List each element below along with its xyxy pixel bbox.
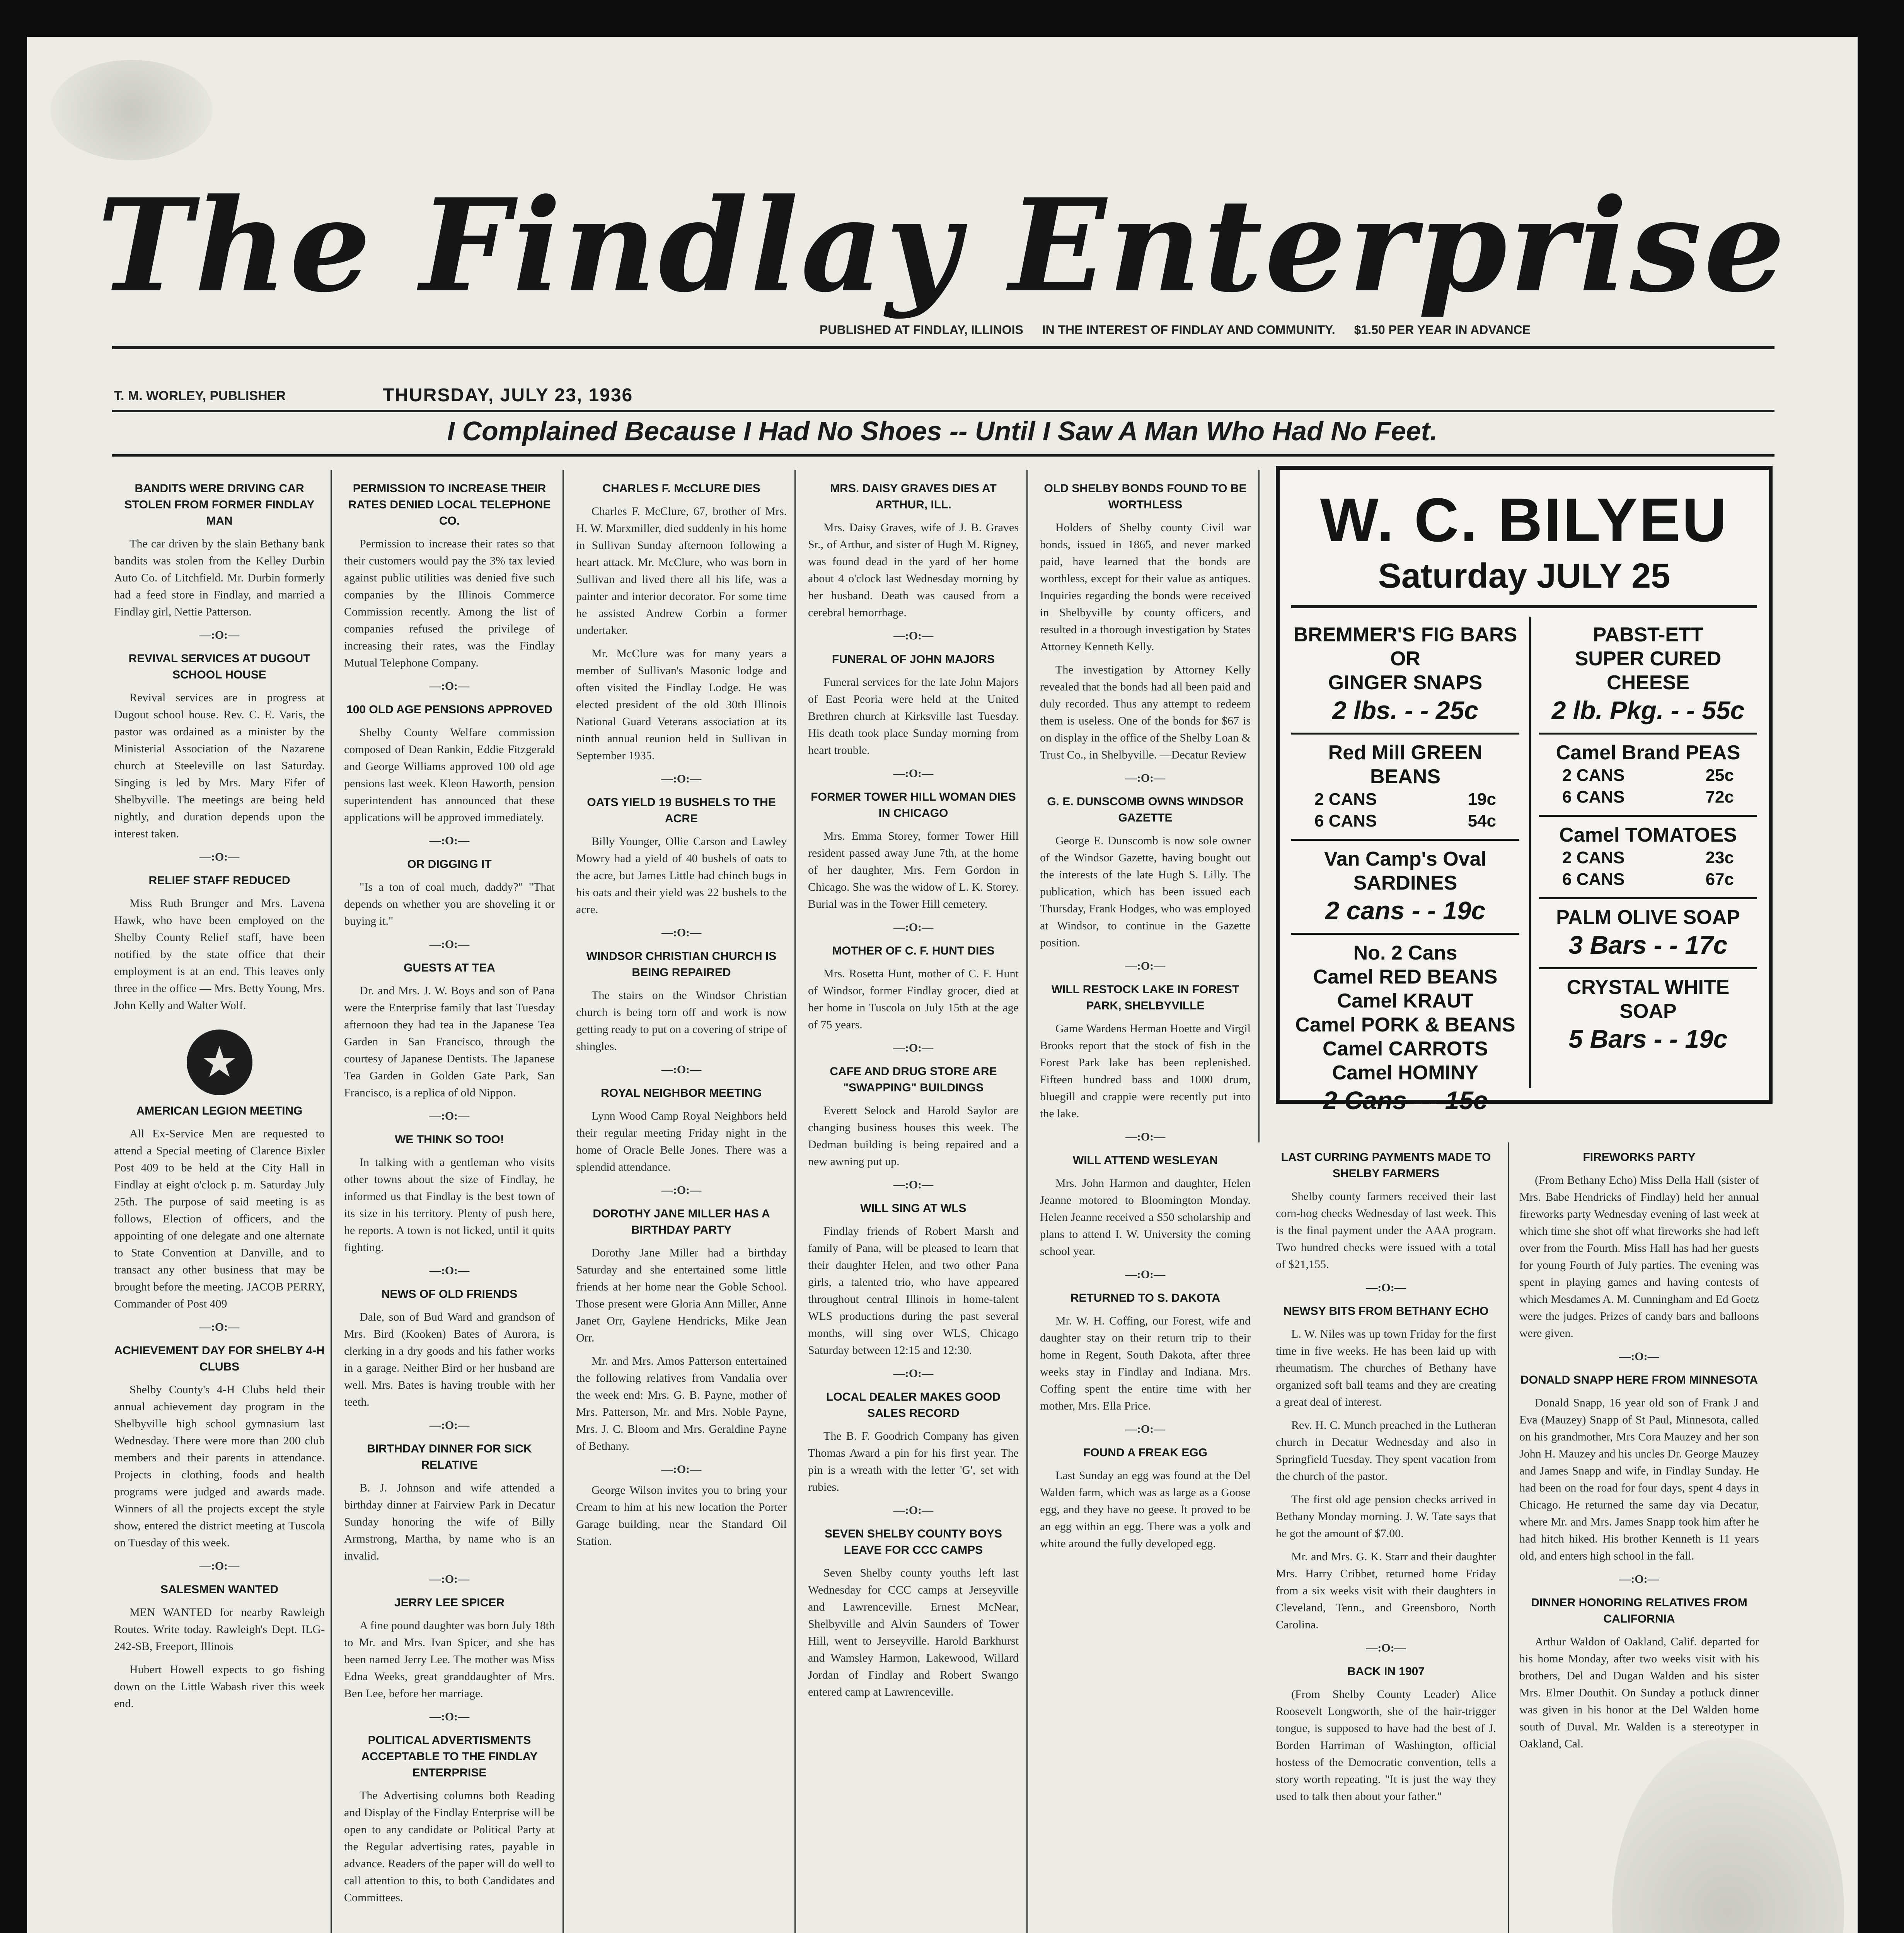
article-title: OATS YIELD 19 BUSHELS TO THE ACRE bbox=[587, 796, 776, 825]
divider: —:O:— bbox=[199, 851, 240, 863]
product-price: 2 cans - - 19c bbox=[1325, 896, 1486, 925]
article bbox=[1040, 1152, 1251, 1260]
ad-product bbox=[1539, 617, 1757, 735]
article-body: The stairs on the Windsor Christian church is being torn off and work is now getting ready to put on a covering of stripe of shingles. bbox=[576, 989, 787, 1053]
article bbox=[1040, 1445, 1251, 1552]
publisher: T. M. WORLEY, PUBLISHER bbox=[114, 389, 286, 403]
article-title: ROYAL NEIGHBOR MEETING bbox=[601, 1087, 762, 1099]
divider: —:O:— bbox=[1125, 772, 1166, 784]
article bbox=[114, 481, 325, 620]
column-separator bbox=[794, 470, 796, 1933]
article-title: REVIVAL SERVICES AT DUGOUT SCHOOL HOUSE bbox=[128, 652, 310, 681]
product-price: 2 lbs. - - 25c bbox=[1332, 696, 1478, 724]
sale-date: Saturday JULY 25 bbox=[1378, 557, 1670, 595]
quantity: 2 CANS bbox=[1562, 848, 1625, 867]
article-body: Mrs. Daisy Graves, wife of J. B. Graves Sr., of Arthur, and sister of Hugh M. Rigney, was found dead in the yard of her home about 4 o'clock last Wednesday morning by her husband. Death was caused from a cerebral hemorrhage. bbox=[808, 521, 1019, 619]
article-title: WE THINK SO TOO! bbox=[395, 1133, 504, 1146]
article bbox=[1276, 1149, 1496, 1273]
ad-rule bbox=[1291, 605, 1757, 608]
product-name: Camel TOMATOES bbox=[1559, 824, 1737, 846]
article-body: In talking with a gentleman who visits other towns about the size of Findlay, he informed us that Findlay is the best town of its size in his territory. Plenty of push here, he reports. A town is not licked, until it quits fighting. bbox=[344, 1156, 555, 1254]
ad-product bbox=[1539, 899, 1757, 969]
article-body: Mrs. John Harmon and daughter, Helen Jeanne motored to Bloomington Monday. Helen Jeanne received a $50 scholarship and plans to attend I. W. University the coming school year. bbox=[1040, 1177, 1251, 1258]
article-body: Last Sunday an egg was found at the Del Walden farm, which was as large as a Goose egg, and they have no geese. It proved to be an egg within an egg. There was a yolk and white around the fully developed egg. bbox=[1040, 1469, 1251, 1550]
article-body: (From Shelby County Leader) Alice Roosevelt Longworth, she of the hair-trigger tongue, is supposed to have had the best of J. Borden Harriman of Washington, official hostess of the Democratic convention, tells a story worth repeating. "It is just the way they used to talk then about your father." bbox=[1276, 1688, 1496, 1803]
product-name: BREMMER'S FIG BARS bbox=[1293, 624, 1517, 646]
article-body: Mr. W. H. Coffing, our Forest, wife and daughter stay on their return trip to their home in Regent, South Dakota, after three weeks stay in Findlay and Indiana. Mrs. Coffing spent the entire time with her mother, Mrs. Ella Price. bbox=[1040, 1314, 1251, 1412]
article-body: Findlay friends of Robert Marsh and family of Pana, will be pleased to learn that their daughter Helen, and two other Pana girls, a talented trio, who have appeared throughout central Illinois in home-talent WLS productions during the past several months, will sing over WLS, Chicago Saturday between 12:15 and 12:30. bbox=[808, 1225, 1019, 1357]
article bbox=[114, 1661, 325, 1712]
article-body: Mrs. Rosetta Hunt, mother of C. F. Hunt of Windsor, former Findlay grocer, died at her home in Tuscola on July 15th at the age of 75 years. bbox=[808, 967, 1019, 1031]
date-rule bbox=[112, 410, 1774, 412]
article-body: Dale, son of Bud Ward and grandson of Mrs. Bird (Kooken) Bates of Aurora, is clerking in a dry goods and his father works in a garage. Neither Bird or her husband are well. Mrs. Bates is having trouble with her teeth. bbox=[344, 1311, 555, 1408]
slogan: I Complained Because I Had No Shoes -- Until I Saw A Man Who Had No Feet. bbox=[447, 416, 1438, 446]
article bbox=[576, 1085, 787, 1176]
column-separator bbox=[1258, 470, 1260, 1142]
divider: —:O:— bbox=[893, 1504, 934, 1517]
ad-product bbox=[1291, 735, 1519, 841]
article-body: The B. F. Goodrich Company has given Thomas Award a pin for his first year. The pin is a wreath with the letter 'G', set with rubies. bbox=[808, 1430, 1019, 1493]
product-name: Camel Brand PEAS bbox=[1556, 741, 1740, 764]
publication-info bbox=[820, 323, 1825, 337]
divider: —:O:— bbox=[429, 1419, 470, 1432]
article bbox=[114, 1343, 325, 1551]
article-title: RELIEF STAFF REDUCED bbox=[148, 874, 290, 887]
article bbox=[1276, 1303, 1496, 1633]
article-title: POLITICAL ADVERTISMENTS ACCEPTABLE TO THE FINDLAY ENTERPRISE bbox=[361, 1734, 538, 1779]
article bbox=[114, 873, 325, 1014]
column-1 bbox=[114, 474, 325, 1933]
column-7 bbox=[1519, 1142, 1759, 1933]
price: 67c bbox=[1705, 870, 1734, 889]
quantity: 2 CANS bbox=[1562, 766, 1625, 785]
ad-product bbox=[1539, 735, 1757, 817]
article bbox=[1276, 1664, 1496, 1805]
price-row bbox=[1291, 810, 1519, 832]
article-body: Miss Ruth Brunger and Mrs. Lavena Hawk, who have been employed on the Shelby County Relief staff, have been notified by the state office that their employment is at an end. This leaves only three in the office — Mrs. Betty Young, Mrs. John Kelly and Walter Wolf. bbox=[114, 897, 325, 1012]
ad-product bbox=[1539, 969, 1757, 1061]
product-name: CRYSTAL WHITE SOAP bbox=[1566, 976, 1730, 1023]
article-title: FORMER TOWER HILL WOMAN DIES IN CHICAGO bbox=[811, 791, 1016, 820]
product-name: OR bbox=[1390, 648, 1420, 670]
article-title: NEWSY BITS FROM BETHANY ECHO bbox=[1283, 1305, 1489, 1318]
column-2 bbox=[344, 474, 555, 1933]
article-body: Dr. and Mrs. J. W. Boys and son of Pana were the Enterprise family that last Tuesday afternoon they had tea in the Japanese Tea Garden in San Francisco, through the courtesy of Japanese Dentists. The Japanese Tea Garden in Golden Gate Park, San Francisco, is a replica of old Nippon. bbox=[344, 984, 555, 1099]
ad-left-column bbox=[1291, 617, 1519, 1115]
ad-header bbox=[1280, 485, 1769, 597]
article bbox=[576, 1482, 787, 1550]
article bbox=[1519, 1149, 1759, 1342]
article-body: George E. Dunscomb is now sole owner of the Windsor Gazette, having bought out the interests of the late Hugh S. Lilly. The publication, which has been issued each Thursday, Frank Hodges, who was employed at Windsor, to continue in the Gazette position. bbox=[1040, 834, 1251, 949]
article-body: "Is a ton of coal much, daddy?" "That depends on whether you are shoveling it or buying it." bbox=[344, 881, 555, 927]
product-name: SUPER CURED bbox=[1575, 648, 1722, 670]
divider: —:O:— bbox=[1125, 1423, 1166, 1435]
divider: —:O:— bbox=[1619, 1350, 1659, 1363]
divider: —:O:— bbox=[893, 921, 934, 934]
divider: —:O:— bbox=[1366, 1281, 1406, 1294]
column-6 bbox=[1276, 1142, 1496, 1933]
article-title: WILL SING AT WLS bbox=[860, 1202, 966, 1215]
article bbox=[344, 481, 555, 672]
article-body: Dorothy Jane Miller had a birthday Saturday and she entertained some little friends at her home near the Goble School. Those present were Gloria Ann Miller, Anne Janet Orr, Gaylene Hendricks, Mike Jean Orr. bbox=[576, 1246, 787, 1344]
article-body: A fine pound daughter was born July 18th to Mr. and Mrs. Ivan Spicer, and she has been named Jerry Lee. The mother was Miss Edna Weeks, great granddaughter of Mrs. Ben Lee, before her marriage. bbox=[344, 1619, 555, 1700]
article-title: CAFE AND DRUG STORE ARE "SWAPPING" BUILDINGS bbox=[830, 1065, 997, 1094]
newspaper-title: The Findlay Enterprise bbox=[97, 170, 1788, 320]
article bbox=[576, 948, 787, 1055]
product-name: Camel CARROTS bbox=[1323, 1038, 1488, 1060]
product-name: Camel PORK & BEANS bbox=[1295, 1014, 1515, 1036]
article-body: Hubert Howell expects to go fishing down on the Little Wabash river this week end. bbox=[114, 1663, 325, 1710]
divider: —:O:— bbox=[893, 629, 934, 642]
article-body: Holders of Shelby county Civil war bonds, issued in 1865, and never marked paid, have learned that the bonds are worthless, except for their value as antiques. Inquiries regarding the bonds were received in Shelbyville by county officers, and resulted in a thorough investigation by States Attorney Kenneth Kelly. bbox=[1040, 521, 1251, 653]
product-name: Camel RED BEANS bbox=[1313, 966, 1498, 988]
subscription-price: $1.50 PER YEAR IN ADVANCE bbox=[1354, 323, 1531, 337]
price: 19c bbox=[1468, 790, 1496, 809]
article bbox=[344, 960, 555, 1101]
article-title: DOROTHY JANE MILLER HAS A BIRTHDAY PARTY bbox=[593, 1207, 770, 1236]
article bbox=[1519, 1372, 1759, 1565]
article-title: BIRTHDAY DINNER FOR SICK RELATIVE bbox=[367, 1442, 532, 1471]
article-title: BANDITS WERE DRIVING CAR STOLEN FROM FORMER FINDLAY MAN bbox=[124, 482, 315, 527]
article-title: PERMISSION TO INCREASE THEIR RATES DENIED LOCAL TELEPHONE CO. bbox=[348, 482, 551, 527]
masthead bbox=[27, 172, 1858, 319]
article-title: SEVEN SHELBY COUNTY BOYS LEAVE FOR CCC CAMPS bbox=[825, 1527, 1002, 1556]
article-title: 100 OLD AGE PENSIONS APPROVED bbox=[346, 703, 552, 716]
product-name: Camel HOMINY bbox=[1332, 1062, 1479, 1084]
article-title: WILL RESTOCK LAKE IN FOREST PARK, SHELBYVILLE bbox=[1051, 983, 1239, 1012]
article-body: Shelby County's 4-H Clubs held their annual achievement day program in the Shelbyville high school gymnasium last Wednesday. There were more than 200 club members and their parents in attendance. Projects in clothing, foods and health programs were judged and awards made. Winners of all the projects except the style show, entered the district meeting at Tuscola on Tuesday of this week. bbox=[114, 1383, 325, 1549]
store-name: W. C. BILYEU bbox=[1320, 485, 1728, 554]
article bbox=[344, 1286, 555, 1411]
article bbox=[808, 943, 1019, 1033]
article-title: RETURNED TO S. DAKOTA bbox=[1070, 1292, 1220, 1304]
divider: —:O:— bbox=[429, 834, 470, 847]
top-rule bbox=[112, 346, 1774, 349]
divider: —:O:— bbox=[429, 1573, 470, 1585]
article bbox=[1519, 1595, 1759, 1752]
article-title: NEWS OF OLD FRIENDS bbox=[381, 1288, 518, 1301]
article-body: (From Bethany Echo) Miss Della Hall (sister of Mrs. Babe Hendricks of Findlay) held her annual fireworks party Wednesday evening of last week at which time she shot off what fireworks she had left over from the Fourth. Miss Hall has had her guests for young Fourth of July parties. The evening was spent in playing games and having contests of which Mesdames A. M. Cunningham and Ed Goetz were the judges. Prizes of candy bars and balloons were given. bbox=[1519, 1174, 1759, 1340]
article-body: The investigation by Attorney Kelly revealed that the bonds had all been paid and duly recorded. Thus any attempt to redeem them is useless. One of the bonds for $67 is on display in the office of the Shelby Loan & Trust Co., in Shelbyville. —Decatur Review bbox=[1040, 663, 1251, 761]
ad-product bbox=[1291, 841, 1519, 935]
article-title: LOCAL DEALER MAKES GOOD SALES RECORD bbox=[826, 1391, 1001, 1420]
article-body: Mr. McClure was for many years a member of Sullivan's Masonic lodge and often visited the Findlay Lodge. He was elected president of the old 30th Illinois National Guard Veterans association at its ninth annual reunion held in Sullivan in September 1935. bbox=[576, 647, 787, 762]
column-separator bbox=[563, 470, 564, 1933]
quantity: 6 CANS bbox=[1314, 811, 1377, 830]
article-body: George Wilson invites you to bring your Cream to him at his new location the Porter Garage building, near the Standard Oil Station. bbox=[576, 1484, 787, 1548]
article bbox=[576, 481, 787, 764]
column-separator bbox=[1508, 1142, 1509, 1933]
divider: —:O:— bbox=[429, 680, 470, 692]
article-body: Mr. and Mrs. Amos Patterson entertained the following relatives from Vandalia over the week end: Mrs. G. B. Payne, mother of Mrs. Patterson, Mr. and Mrs. Noble Payne, Mrs. J. C. Bloom and Mrs. Geraldine Payne of Bethany. bbox=[576, 1355, 787, 1452]
divider: —:O:— bbox=[429, 1110, 470, 1122]
interest-line: IN THE INTEREST OF FINDLAY AND COMMUNITY. bbox=[1042, 323, 1335, 337]
article-title: WINDSOR CHRISTIAN CHURCH IS BEING REPAIRED bbox=[586, 950, 777, 979]
divider: —:O:— bbox=[429, 1710, 470, 1723]
article bbox=[344, 1441, 555, 1565]
article-body: Billy Younger, Ollie Carson and Lawley Mowry had a yield of 40 bushels of oats to the acre, but James Little had chinch bugs in his oats and their yield was 22 bushels to the acre. bbox=[576, 835, 787, 916]
column-4 bbox=[808, 474, 1019, 1933]
article bbox=[808, 1389, 1019, 1496]
issue-date: THURSDAY, JULY 23, 1936 bbox=[383, 385, 633, 406]
article-title: DONALD SNAPP HERE FROM MINNESOTA bbox=[1520, 1374, 1758, 1386]
article-body: Charles F. McClure, 67, brother of Mrs. H. W. Marxmiller, died suddenly in his home in Sullivan Sunday afternoon following a heart attack. Mr. McClure, who was born in Sullivan and lived there all his life, was a painter and interior decorator. For some time he assisted Andrew Corbin a former undertaker. bbox=[576, 505, 787, 637]
article-body: Mrs. Emma Storey, former Tower Hill resident passed away June 7th, at the home of her daughter, Mrs. Fern Gordon in Chicago. She was the widow of L. K. Storey. Burial was in the Tower Hill cemetery. bbox=[808, 830, 1019, 910]
article-title: DINNER HONORING RELATIVES FROM CALIFORNIA bbox=[1531, 1596, 1747, 1625]
article-title: GUESTS AT TEA bbox=[404, 961, 495, 974]
article-body: Seven Shelby county youths left last Wednesday for CCC camps at Jerseyville and Lawrenceville. Ernest McNear, Shelbyville and Alvin Saunders of Tower Hill, went to Jerseyville. Harold Barkhurst and Wamsley Harmon, Lakewood, Willard Jordan of Findlay and Robert Swango entered camp at Lawrenceville. bbox=[808, 1567, 1019, 1698]
price: 25c bbox=[1705, 766, 1734, 785]
article-body: The car driven by the slain Bethany bank bandits was stolen from the Kelley Durbin Auto Co. of Litchfield. Mr. Durbin formerly had a feed store in Findlay, and married a Findlay girl, Nettie Patterson. bbox=[114, 537, 325, 618]
product-price: 2 lb. Pkg. - - 55c bbox=[1551, 696, 1745, 724]
article bbox=[1040, 481, 1251, 764]
article bbox=[114, 1582, 325, 1655]
product-name: PALM OLIVE SOAP bbox=[1556, 906, 1740, 929]
article-title: CHARLES F. McCLURE DIES bbox=[602, 482, 760, 495]
article-body: Game Wardens Herman Hoette and Virgil Brooks report that the stock of fish in the Forest Park lake has been replenished. Fifteen hundred bass and 1000 drum, bluegill and crappie were recently put into the lake. bbox=[1040, 1022, 1251, 1120]
article-title: OR DIGGING IT bbox=[407, 858, 492, 871]
product-name: No. 2 Cans bbox=[1353, 942, 1457, 964]
article bbox=[808, 1526, 1019, 1701]
ad-product bbox=[1291, 935, 1519, 1123]
article-title: MRS. DAISY GRAVES DIES AT ARTHUR, ILL. bbox=[830, 482, 997, 511]
divider: —:O:— bbox=[199, 1560, 240, 1572]
article bbox=[808, 1064, 1019, 1170]
divider: —:O:— bbox=[199, 1321, 240, 1333]
article bbox=[344, 702, 555, 826]
article-body: Everett Selock and Harold Saylor are changing business houses this week. The Dedman building is being repaired and a new awning put up. bbox=[808, 1104, 1019, 1168]
price: 23c bbox=[1705, 848, 1734, 867]
product-name: GINGER SNAPS bbox=[1328, 672, 1483, 694]
article bbox=[808, 481, 1019, 621]
quantity: 6 CANS bbox=[1562, 788, 1625, 806]
newspaper-page bbox=[27, 37, 1858, 1933]
article-title: FUNERAL OF JOHN MAJORS bbox=[832, 653, 995, 666]
article-title: FIREWORKS PARTY bbox=[1583, 1151, 1696, 1164]
product-price: 3 Bars - - 17c bbox=[1568, 931, 1728, 959]
ad-right-column bbox=[1529, 617, 1757, 1088]
product-price: 5 Bars - - 19c bbox=[1568, 1024, 1728, 1053]
quantity: 6 CANS bbox=[1562, 870, 1625, 889]
american-legion-emblem-icon bbox=[187, 1030, 252, 1095]
article-body: All Ex-Service Men are requested to attend a Special meeting of Clarence Bixler Post 409 to be held at the City Hall in Findlay at eight o'clock p. m. Saturday July 25th. The purpose of said meeting is as follows, Election of officers, and the appointing of one delegate and one alternate to State Convention at Danville, and to transact any other business that may be brought before the meeting. JACOB PERRY, Commander of Post 409 bbox=[114, 1127, 325, 1310]
article-body: Permission to increase their rates so that their customers would pay the 3% tax levied against public utilities was denied five such companies by the Illinois Commerce Commission recently. Among the list of companies refused the privilege of increasing their rates, was the Findlay Mutual Telephone Company. bbox=[344, 537, 555, 669]
divider: —:O:— bbox=[1125, 960, 1166, 972]
column-separator bbox=[1026, 470, 1028, 1933]
divider: —:O:— bbox=[1619, 1573, 1659, 1585]
article-body: The first old age pension checks arrived in Bethany Monday morning. J. W. Tate says that he got the amount of $7.00. bbox=[1276, 1493, 1496, 1540]
bilyeu-grocery-ad bbox=[1276, 466, 1773, 1115]
article bbox=[344, 1595, 555, 1702]
divider: —:O:— bbox=[893, 1367, 934, 1380]
paper-stain bbox=[50, 60, 213, 160]
article bbox=[1040, 1290, 1251, 1415]
product-name: CHEESE bbox=[1607, 672, 1689, 694]
divider: —:O:— bbox=[429, 1264, 470, 1277]
ad-product bbox=[1539, 817, 1757, 899]
article-title: OLD SHELBY BONDS FOUND TO BE WORTHLESS bbox=[1044, 482, 1247, 511]
article bbox=[576, 1206, 787, 1455]
article-title: AMERICAN LEGION MEETING bbox=[136, 1105, 303, 1117]
article bbox=[344, 1732, 555, 1906]
price-row bbox=[1539, 847, 1757, 869]
divider: —:O:— bbox=[661, 926, 702, 939]
divider: —:O:— bbox=[893, 1178, 934, 1191]
quantity: 2 CANS bbox=[1314, 790, 1377, 809]
slogan-rule bbox=[112, 454, 1774, 457]
ad-product bbox=[1291, 617, 1519, 735]
product-name: PABST-ETT bbox=[1593, 624, 1703, 646]
article-title: SALESMEN WANTED bbox=[160, 1583, 278, 1596]
article bbox=[1040, 982, 1251, 1122]
article-title: LAST CURRING PAYMENTS MADE TO SHELBY FARMERS bbox=[1281, 1151, 1491, 1180]
article bbox=[808, 651, 1019, 759]
product-name: Red Mill GREEN BEANS bbox=[1328, 741, 1483, 788]
column-separator bbox=[331, 470, 332, 1933]
article-body: Revival services are in progress at Dugout school house. Rev. C. E. Varis, the pastor was ordained as a minister by the Ministerial Association of the Nazarene church at Steeleville on last Saturday. Singing is led by Mrs. Mary Fifer of Shelbyville. The meetings are being held nightly, and duration depends upon the interest taken. bbox=[114, 691, 325, 840]
price-row bbox=[1539, 765, 1757, 786]
article-title: FOUND A FREAK EGG bbox=[1083, 1446, 1208, 1459]
divider: —:O:— bbox=[429, 938, 470, 951]
article-body: Shelby County Welfare commission composed of Dean Rankin, Eddie Fitzgerald and George Williams approved 100 old age pensions last week. Kleon Haworth, pension superintendent has announced that these applications will be approved immediately. bbox=[344, 726, 555, 824]
divider: —:O:— bbox=[1125, 1268, 1166, 1281]
article-body: Mr. and Mrs. G. K. Starr and their daughter Mrs. Harry Cribbet, returned home Friday from a six weeks visit with their daughters in Cleveland, Tenn., and Greensboro, North Carolina. bbox=[1276, 1550, 1496, 1631]
divider: —:O:— bbox=[893, 1042, 934, 1054]
divider: —:O:— bbox=[661, 1184, 702, 1197]
article-body: MEN WANTED for nearby Rawleigh Routes. Write today. Rawleigh's Dept. ILG-242-SB, Freeport, Illinois bbox=[114, 1606, 325, 1653]
divider: —:O:— bbox=[661, 1463, 702, 1476]
article-body: L. W. Niles was up town Friday for the first time in five weeks. He has been laid up with rheumatism. The churches of Bethany have organized soft ball teams and they are creating a great deal of interest. bbox=[1276, 1328, 1496, 1408]
column-3 bbox=[576, 474, 787, 1933]
ad-grid bbox=[1291, 617, 1757, 1115]
article-title: MOTHER OF C. F. HUNT DIES bbox=[832, 944, 995, 957]
product-price: 2 Cans - - 15c bbox=[1323, 1086, 1488, 1115]
article-body: Funeral services for the late John Majors of East Peoria were held at the United Brethren church at Kirksville last Tuesday. His death took place Sunday morning from heart trouble. bbox=[808, 676, 1019, 757]
article bbox=[114, 1103, 325, 1313]
price-row bbox=[1539, 869, 1757, 890]
divider: —:O:— bbox=[661, 1063, 702, 1076]
article-body: Arthur Waldon of Oakland, Calif. departed for his home Monday, after two weeks visit with his brothers, Del and Dugan Walden and his sister Mrs. Elmer Douthit. On Sunday a potluck dinner was given in his honor at the Del Walden home south of Duval. Mr. Walden is a stereotyper in Oakland, Cal. bbox=[1519, 1635, 1759, 1750]
article bbox=[344, 856, 555, 930]
price: 54c bbox=[1468, 811, 1496, 830]
divider: —:O:— bbox=[1125, 1130, 1166, 1143]
divider: —:O:— bbox=[893, 767, 934, 780]
article-body: The Advertising columns both Reading and Display of the Findlay Enterprise will be open to any candidate or Political Party at the Regular advertising rates, payable in advance. Readers of the paper will do well to call attention to this, to both Candidates and Committees. bbox=[344, 1789, 555, 1904]
column-5 bbox=[1040, 474, 1251, 1933]
article-body: Lynn Wood Camp Royal Neighbors held their regular meeting Friday night in the home of Oracle Belle Jones. There was a splendid attendance. bbox=[576, 1110, 787, 1173]
article bbox=[808, 1200, 1019, 1359]
divider: —:O:— bbox=[199, 629, 240, 641]
article bbox=[1040, 794, 1251, 951]
article-title: G. E. DUNSCOMB OWNS WINDSOR GAZETTE bbox=[1047, 795, 1244, 824]
article-body: Donald Snapp, 16 year old son of Frank J and Eva (Mauzey) Snapp of St Paul, Minnesota, called on his grandmother, Mrs Cora Mauzey and her son John H. Mauzey and his uncles Dr. George Mauzey and James Snapp and wife, in Findlay Sunday. He had been on the road for four days, spent 4 days in Chicago. He returned the same day via Decatur, where Mr. and Mrs. James Snapp took him after he had hitch hiked. His brother Kenneth is 11 years old, and enters high school in the fall. bbox=[1519, 1396, 1759, 1562]
article-title: ACHIEVEMENT DAY FOR SHELBY 4-H CLUBS bbox=[114, 1344, 325, 1373]
published-at: PUBLISHED AT FINDLAY, ILLINOIS bbox=[820, 323, 1023, 337]
price: 72c bbox=[1705, 788, 1734, 806]
article bbox=[808, 789, 1019, 913]
article bbox=[576, 794, 787, 918]
article-title: JERRY LEE SPICER bbox=[394, 1596, 505, 1609]
article bbox=[344, 1132, 555, 1256]
product-name: Van Camp's Oval bbox=[1324, 848, 1486, 870]
article-body: B. J. Johnson and wife attended a birthday dinner at Fairview Park in Decatur Sunday honoring the wife of Billy Armstrong, Martha, by name who is an invalid. bbox=[344, 1481, 555, 1562]
article-title: WILL ATTEND WESLEYAN bbox=[1073, 1154, 1218, 1167]
price-row bbox=[1291, 789, 1519, 810]
product-name: SARDINES bbox=[1353, 872, 1457, 894]
price-row bbox=[1539, 786, 1757, 808]
divider: —:O:— bbox=[1366, 1642, 1406, 1654]
divider: —:O:— bbox=[661, 772, 702, 785]
product-name: Camel KRAUT bbox=[1337, 990, 1474, 1012]
article-body: Rev. H. C. Munch preached in the Lutheran church in Decatur Wednesday and also in Springfield Tuesday. They spent vacation from the church of the pastor. bbox=[1276, 1419, 1496, 1483]
article bbox=[114, 651, 325, 842]
article-title: BACK IN 1907 bbox=[1347, 1665, 1425, 1678]
article-body: Shelby county farmers received their last corn-hog checks Wednesday of last week. This is the final payment under the AAA program. Two hundred checks were issued with a total of $21,155. bbox=[1276, 1190, 1496, 1271]
